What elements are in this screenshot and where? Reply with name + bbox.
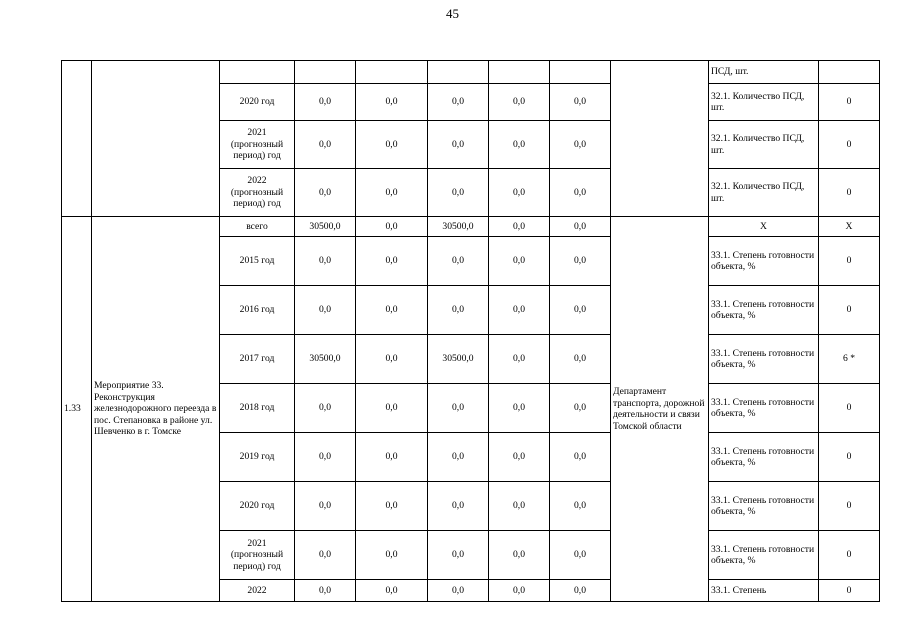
year-cell: 2020 год (220, 482, 295, 531)
indicator-value-cell: 0 (819, 84, 880, 121)
amount-cell: 0,0 (356, 384, 428, 433)
amount-cell: 30500,0 (295, 335, 356, 384)
indicator-cell: 32.1. Количество ПСД, шт. (709, 121, 819, 169)
indicator-value-cell: 0 (819, 169, 880, 217)
amount-cell: 0,0 (428, 433, 489, 482)
indicator-value-cell: Х (819, 217, 880, 237)
executor-cell (611, 61, 709, 217)
amount-cell: 0,0 (550, 531, 611, 580)
amount-cell: 0,0 (295, 384, 356, 433)
amount-cell: 0,0 (295, 121, 356, 169)
year-cell: 2022 (прогнозный период) год (220, 169, 295, 217)
amount-cell: 0,0 (550, 482, 611, 531)
indicator-value-cell: 0 (819, 580, 880, 602)
measure-name-cell: Мероприятие 33. Реконструкция железнодорожного переезда в пос. Степановка в районе ул. Шевченко в г. Томске (92, 217, 220, 602)
amount-cell: 0,0 (489, 217, 550, 237)
amount-cell: 30500,0 (428, 217, 489, 237)
amount-cell (550, 61, 611, 84)
amount-cell: 0,0 (428, 237, 489, 286)
year-cell: 2019 год (220, 433, 295, 482)
amount-cell: 0,0 (295, 84, 356, 121)
amount-cell: 0,0 (550, 580, 611, 602)
year-cell: 2021 (прогнозный период) год (220, 121, 295, 169)
amount-cell: 0,0 (295, 433, 356, 482)
year-cell: всего (220, 217, 295, 237)
amount-cell: 0,0 (550, 84, 611, 121)
indicator-cell: 33.1. Степень готовности объекта, % (709, 286, 819, 335)
indicator-value-cell: 0 (819, 482, 880, 531)
amount-cell: 0,0 (428, 482, 489, 531)
indicator-value-cell (819, 61, 880, 84)
executor-cell: Департамент транспорта, дорожной деятельности и связи Томской области (611, 217, 709, 602)
indicator-cell: 33.1. Степень готовности объекта, % (709, 237, 819, 286)
table-body (62, 61, 880, 602)
amount-cell: 0,0 (550, 217, 611, 237)
amount-cell: 0,0 (550, 433, 611, 482)
amount-cell: 0,0 (489, 237, 550, 286)
amount-cell: 0,0 (356, 84, 428, 121)
amount-cell: 0,0 (550, 384, 611, 433)
amount-cell: 0,0 (428, 286, 489, 335)
amount-cell: 0,0 (550, 169, 611, 217)
amount-cell: 0,0 (489, 286, 550, 335)
indicator-cell: 32.1. Количество ПСД, шт. (709, 84, 819, 121)
amount-cell: 0,0 (295, 169, 356, 217)
table-row (62, 217, 880, 237)
amount-cell: 0,0 (489, 169, 550, 217)
amount-cell: 0,0 (356, 286, 428, 335)
amount-cell: 0,0 (428, 121, 489, 169)
amount-cell: 0,0 (356, 169, 428, 217)
year-cell: 2021 (прогнозный период) год (220, 531, 295, 580)
amount-cell: 0,0 (489, 531, 550, 580)
indicator-cell: 33.1. Степень готовности объекта, % (709, 335, 819, 384)
amount-cell: 0,0 (295, 237, 356, 286)
amount-cell: 0,0 (489, 335, 550, 384)
indicator-value-cell: 0 (819, 384, 880, 433)
amount-cell: 0,0 (550, 237, 611, 286)
amount-cell: 0,0 (356, 531, 428, 580)
year-cell: 2018 год (220, 384, 295, 433)
amount-cell: 0,0 (428, 580, 489, 602)
page-number: 45 (446, 6, 459, 21)
amount-cell: 0,0 (489, 384, 550, 433)
amount-cell: 0,0 (489, 580, 550, 602)
indicator-cell: 33.1. Степень готовности объекта, % (709, 433, 819, 482)
year-cell: 2016 год (220, 286, 295, 335)
amount-cell: 0,0 (428, 84, 489, 121)
measure-number-cell: 1.33 (62, 217, 92, 602)
indicator-value-cell: 0 (819, 531, 880, 580)
amount-cell: 0,0 (295, 482, 356, 531)
indicator-cell: 33.1. Степень готовности объекта, % (709, 482, 819, 531)
year-cell: 2020 год (220, 84, 295, 121)
amount-cell: 0,0 (550, 335, 611, 384)
amount-cell: 30500,0 (428, 335, 489, 384)
amount-cell: 0,0 (295, 286, 356, 335)
indicator-cell: ПСД, шт. (709, 61, 819, 84)
year-cell: 2017 год (220, 335, 295, 384)
year-cell: 2015 год (220, 237, 295, 286)
amount-cell: 0,0 (489, 121, 550, 169)
amount-cell (356, 61, 428, 84)
indicator-cell: 33.1. Степень (709, 580, 819, 602)
table-row (62, 61, 880, 84)
amount-cell: 0,0 (356, 482, 428, 531)
amount-cell: 30500,0 (295, 217, 356, 237)
year-cell (220, 61, 295, 84)
year-cell: 2022 (220, 580, 295, 602)
program-table (61, 60, 880, 602)
measure-name-cell (92, 61, 220, 217)
amount-cell (295, 61, 356, 84)
amount-cell: 0,0 (356, 335, 428, 384)
amount-cell: 0,0 (356, 580, 428, 602)
amount-cell: 0,0 (295, 580, 356, 602)
indicator-cell: 32.1. Количество ПСД, шт. (709, 169, 819, 217)
amount-cell: 0,0 (295, 531, 356, 580)
amount-cell: 0,0 (356, 217, 428, 237)
amount-cell: 0,0 (428, 384, 489, 433)
indicator-value-cell: 6 * (819, 335, 880, 384)
amount-cell: 0,0 (428, 531, 489, 580)
amount-cell: 0,0 (489, 84, 550, 121)
indicator-cell: 33.1. Степень готовности объекта, % (709, 531, 819, 580)
amount-cell: 0,0 (356, 433, 428, 482)
amount-cell: 0,0 (489, 482, 550, 531)
amount-cell: 0,0 (356, 121, 428, 169)
amount-cell: 0,0 (550, 286, 611, 335)
indicator-value-cell: 0 (819, 121, 880, 169)
indicator-cell: Х (709, 217, 819, 237)
indicator-cell: 33.1. Степень готовности объекта, % (709, 384, 819, 433)
amount-cell: 0,0 (550, 121, 611, 169)
amount-cell (489, 61, 550, 84)
amount-cell (428, 61, 489, 84)
indicator-value-cell: 0 (819, 237, 880, 286)
amount-cell: 0,0 (428, 169, 489, 217)
number-cell (62, 61, 92, 217)
indicator-value-cell: 0 (819, 286, 880, 335)
amount-cell: 0,0 (356, 237, 428, 286)
amount-cell: 0,0 (489, 433, 550, 482)
indicator-value-cell: 0 (819, 433, 880, 482)
